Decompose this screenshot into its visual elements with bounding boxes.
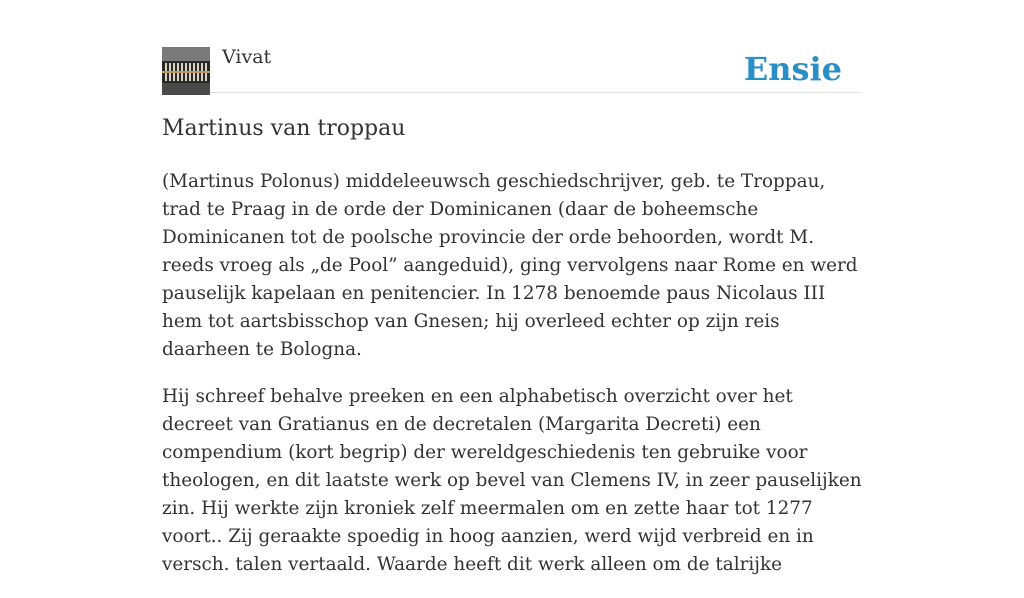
book-spines-avatar-icon[interactable] <box>162 47 210 95</box>
header <box>162 0 862 93</box>
page-title: Martinus van troppau <box>162 116 406 141</box>
article-paragraph: (Martinus Polonus) middeleeuwsch geschiedschrijver, geb. te Troppau, trad te Praag in de orde der Dominicanen (daar de boheemsche Dominicanen tot de poolsche provincie der orde behoorden, wordt M. reeds vroeg als „de Pool” aangeduid), ging vervolgens naar Rome en werd pauselijk kapelaan en penitencier. In 1278 benoemde paus Nicolaus III hem tot aartsbisschop van Gnesen; hij overleed echter op zijn reis daarheen te Bologna. <box>162 171 858 360</box>
collection-name[interactable]: Vivat <box>222 46 272 68</box>
article-body <box>162 168 862 598</box>
ensie-logo[interactable]: Ensie <box>743 50 842 88</box>
page-container <box>162 0 862 575</box>
article-paragraph: Hij schreef behalve preeken en een alphabetisch overzicht over het decreet van Gratianus en de decretalen (Margarita Decreti) een compendium (kort begrip) der wereldgeschiedenis ten gebruike voor theologen, en dit laatste werk op bevel van Clemens IV, in zeer pauselijken zin. Hij werkte zijn kroniek zelf meermalen om en zette haar tot 1277 voort.. Zij geraakte spoedig in hoog aanzien, werd wijd verbreid en in versch. talen vertaald. Waarde heeft dit werk alleen om de talrijke <box>162 386 862 575</box>
